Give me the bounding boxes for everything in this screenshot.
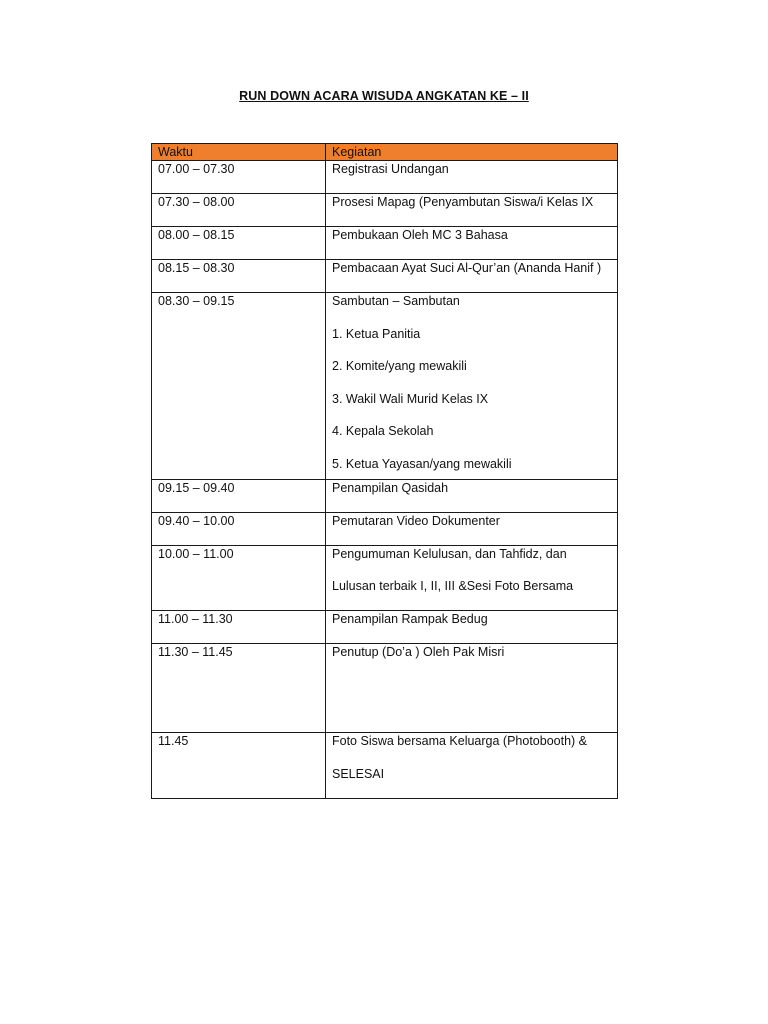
- time-text: 11.00 – 11.30: [158, 612, 233, 626]
- table-row: [152, 644, 618, 733]
- activity-cell: [326, 512, 618, 545]
- time-text: 08.15 – 08.30: [158, 261, 235, 275]
- table-row: [152, 545, 618, 611]
- time-cell: [152, 260, 326, 293]
- time-text: 07.30 – 08.00: [158, 195, 235, 209]
- time-cell: [152, 293, 326, 480]
- time-cell: [152, 194, 326, 227]
- activity-line: Lulusan terbaik I, II, III &Sesi Foto Bersama: [332, 579, 574, 593]
- activity-cell: [326, 194, 618, 227]
- table-row: [152, 479, 618, 512]
- activity-line: Pengumuman Kelulusan, dan Tahfidz, dan: [332, 546, 567, 561]
- table-row: [152, 733, 618, 799]
- table-row: [152, 293, 618, 480]
- activity-cell: [326, 260, 618, 293]
- activity-cell: [326, 479, 618, 512]
- time-cell: [152, 161, 326, 194]
- activity-cell: [326, 545, 618, 611]
- time-cell: [152, 227, 326, 260]
- activity-line: Registrasi Undangan: [332, 162, 449, 176]
- time-text: 11.45: [158, 734, 189, 748]
- table-row: [152, 194, 618, 227]
- activity-line: Penutup (Do’a ) Oleh Pak Misri: [332, 645, 505, 659]
- table-row: [152, 611, 618, 644]
- time-text: 09.40 – 10.00: [158, 513, 235, 528]
- activity-line: Prosesi Mapag (Penyambutan Siswa/i Kelas IX: [332, 195, 594, 209]
- activity-line: Foto Siswa bersama Keluarga (Photobooth) &: [332, 734, 587, 748]
- activity-line: Pembacaan Ayat Suci Al-Qur’an (Ananda Hanif ): [332, 261, 602, 275]
- activity-cell: [326, 293, 618, 480]
- activity-cell: [326, 227, 618, 260]
- table-row: [152, 227, 618, 260]
- time-text: 08.30 – 09.15: [158, 294, 235, 308]
- activity-line: Pembukaan Oleh MC 3 Bahasa: [332, 228, 508, 242]
- time-text: 08.00 – 08.15: [158, 228, 235, 242]
- time-cell: [152, 512, 326, 545]
- document-title: RUN DOWN ACARA WISUDA ANGKATAN KE – II: [239, 89, 529, 103]
- activity-cell: [326, 733, 618, 799]
- time-text: 09.15 – 09.40: [158, 480, 235, 495]
- time-text: 11.30 – 11.45: [158, 645, 233, 659]
- time-cell: [152, 611, 326, 644]
- table-row: [152, 161, 618, 194]
- activity-line: Pemutaran Video Dokumenter: [332, 513, 500, 528]
- activity-line: 5. Ketua Yayasan/yang mewakili: [332, 456, 512, 471]
- time-text: 10.00 – 11.00: [158, 546, 234, 561]
- time-text: 07.00 – 07.30: [158, 162, 235, 176]
- activity-line: 4. Kepala Sekolah: [332, 424, 434, 438]
- table-row: [152, 260, 618, 293]
- header-activity: Kegiatan: [326, 144, 618, 161]
- time-cell: [152, 733, 326, 799]
- header-time: Waktu: [152, 144, 326, 161]
- table-body: [152, 161, 618, 799]
- table-header-row: [152, 144, 618, 161]
- activity-line: 1. Ketua Panitia: [332, 326, 421, 341]
- activity-line: 2. Komite/yang mewakili: [332, 359, 467, 373]
- activity-cell: [326, 161, 618, 194]
- time-cell: [152, 545, 326, 611]
- rundown-table: [151, 143, 618, 799]
- activity-cell: [326, 611, 618, 644]
- time-cell: [152, 479, 326, 512]
- activity-line: Sambutan – Sambutan: [332, 294, 460, 308]
- table-header: [152, 144, 618, 161]
- table-row: [152, 512, 618, 545]
- activity-line: SELESAI: [332, 766, 385, 781]
- activity-cell: [326, 644, 618, 733]
- activity-line: Penampilan Rampak Bedug: [332, 612, 488, 626]
- activity-line: 3. Wakil Wali Murid Kelas IX: [332, 391, 489, 406]
- activity-line: Penampilan Qasidah: [332, 480, 449, 495]
- time-cell: [152, 644, 326, 733]
